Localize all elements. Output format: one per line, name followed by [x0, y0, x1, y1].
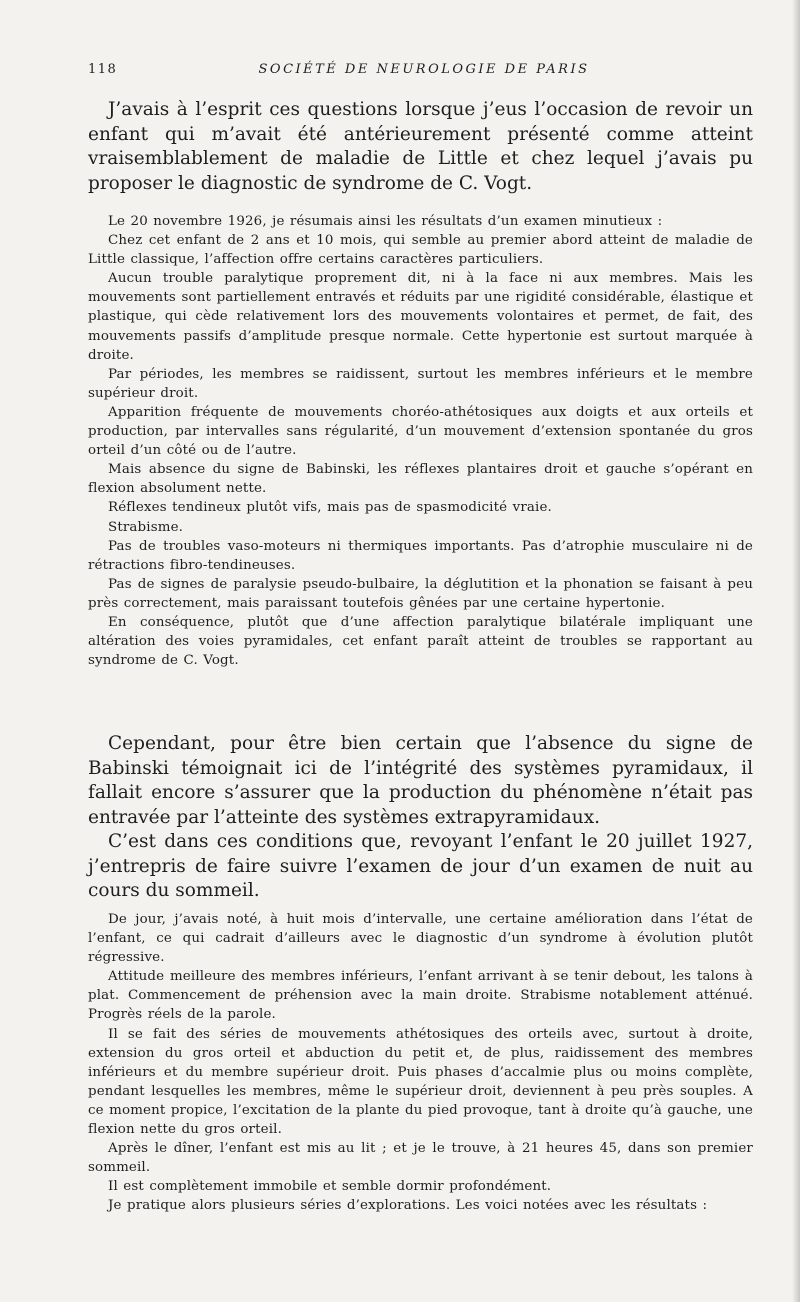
exam1-paragraph: En conséquence, plutôt que d’une affection paralytique bilatérale impliquant une altération des voies pyramidales, cet enfant paraît atteint de troubles se rapportant au syndrome de C. Vogt.	[88, 614, 753, 669]
first-exam-notes	[88, 212, 753, 670]
exam2-paragraph: Il est complètement immobile et semble dormir profondément.	[108, 1179, 552, 1195]
exam1-paragraph: Apparition fréquente de mouvements choréo-athétosiques aux doigts et aux orteils et production, par intervalles sans régularité, d’un mouvement d’extension spontanée du gros orteil d’un côté ou de l’autre.	[88, 404, 753, 459]
middle-paragraph: C’est dans ces conditions que, revoyant l’enfant le 20 juillet 1927, j’entrepris de faire suivre l’examen de jour d’un examen de nuit au cours du sommeil.	[88, 831, 753, 901]
intro-paragraph: J’avais à l’esprit ces questions lorsque j’eus l’occasion de revoir un enfant qui m’avait été antérieurement présenté comme atteint vraisemblablement de maladie de Little et chez lequel j’avais pu proposer le diagnostic de syndrome de C. Vogt.	[88, 99, 753, 194]
exam1-paragraph: Strabisme.	[108, 519, 184, 535]
exam1-paragraph: Le 20 novembre 1926, je résumais ainsi les résultats d’un examen minutieux :	[108, 214, 663, 229]
exam1-paragraph: Mais absence du signe de Babinski, les réflexes plantaires droit et gauche s’opérant en flexion absolument nette.	[88, 462, 753, 497]
exam1-paragraph: Aucun trouble paralytique proprement dit, ni à la face ni aux membres. Mais les mouvements sont partiellement entravés et réduits par une rigidité considérable, élastique et plastique, qui cède relativement lors des mouvements volontaires et permet, de fait, des mouvements passifs d’amplitude presque normale. Cette hypertonie est surtout marquée à droite.	[88, 271, 753, 363]
middle-block	[88, 732, 753, 904]
exam1-paragraph: Pas de signes de paralysie pseudo-bulbaire, la déglutition et la phonation se faisant à peu près correctement, mais paraissant toutefois gênées par une certaine hypertonie.	[88, 576, 753, 611]
exam2-paragraph: Attitude meilleure des membres inférieurs, l’enfant arrivant à se tenir debout, les talons à plat. Commencement de préhension avec la main droite. Strabisme notablement atténué. Progrès réels de la parole.	[88, 969, 753, 1023]
page-edge-shadow	[792, 0, 800, 1302]
exam2-paragraph: Il se fait des séries de mouvements athétosiques des orteils avec, surtout à droite, extension du gros orteil et abduction du petit et, de plus, raidissement des membres inférieurs et du membre supérieur droit. Puis phases d’accalmie plus ou moins complète, pendant lesquelles les membres, même le supérieur droit, deviennent à peu près souples. A ce moment propice, l’excitation de la plante du pied provoque, tant à droite qu’à gauche, une flexion nette du gros orteil.	[88, 1026, 753, 1138]
running-header	[88, 62, 760, 84]
intro-block	[88, 98, 753, 196]
exam1-paragraph: Réflexes tendineux plutôt vifs, mais pas de spasmodicité vraie.	[108, 500, 552, 516]
exam1-paragraph: Par périodes, les membres se raidissent, surtout les membres inférieurs et le membre supérieur droit.	[88, 366, 753, 401]
middle-paragraph: Cependant, pour être bien certain que l’absence du signe de Babinski témoignait ici de l’intégrité des systèmes pyramidaux, il fallait encore s’assurer que la production du phénomène n’était pas entravée par l’atteinte des systèmes extrapyramidaux.	[88, 733, 753, 828]
exam2-paragraph: Après le dîner, l’enfant est mis au lit ; et je le trouve, à 21 heures 45, dans son premier sommeil.	[88, 1141, 753, 1176]
exam1-paragraph: Chez cet enfant de 2 ans et 10 mois, qui semble au premier abord atteint de maladie de Little classique, l’affection offre certains caractères particuliers.	[88, 233, 753, 268]
exam2-paragraph: De jour, j’avais noté, à huit mois d’intervalle, une certaine amélioration dans l’état de l’enfant, ce qui cadrait d’ailleurs avec le diagnostic d’un syndrome à évolution plutôt régressive.	[88, 912, 753, 966]
second-exam-notes	[88, 910, 753, 1216]
running-title: SOCIÉTÉ DE NEUROLOGIE DE PARIS	[258, 62, 590, 77]
page-number: 118	[88, 62, 118, 77]
exam1-paragraph: Pas de troubles vaso-moteurs ni thermiques importants. Pas d’atrophie musculaire ni de rétractions fibro-tendineuses.	[88, 538, 753, 573]
exam2-paragraph: Je pratique alors plusieurs séries d’explorations. Les voici notées avec les résultats :	[108, 1198, 708, 1214]
